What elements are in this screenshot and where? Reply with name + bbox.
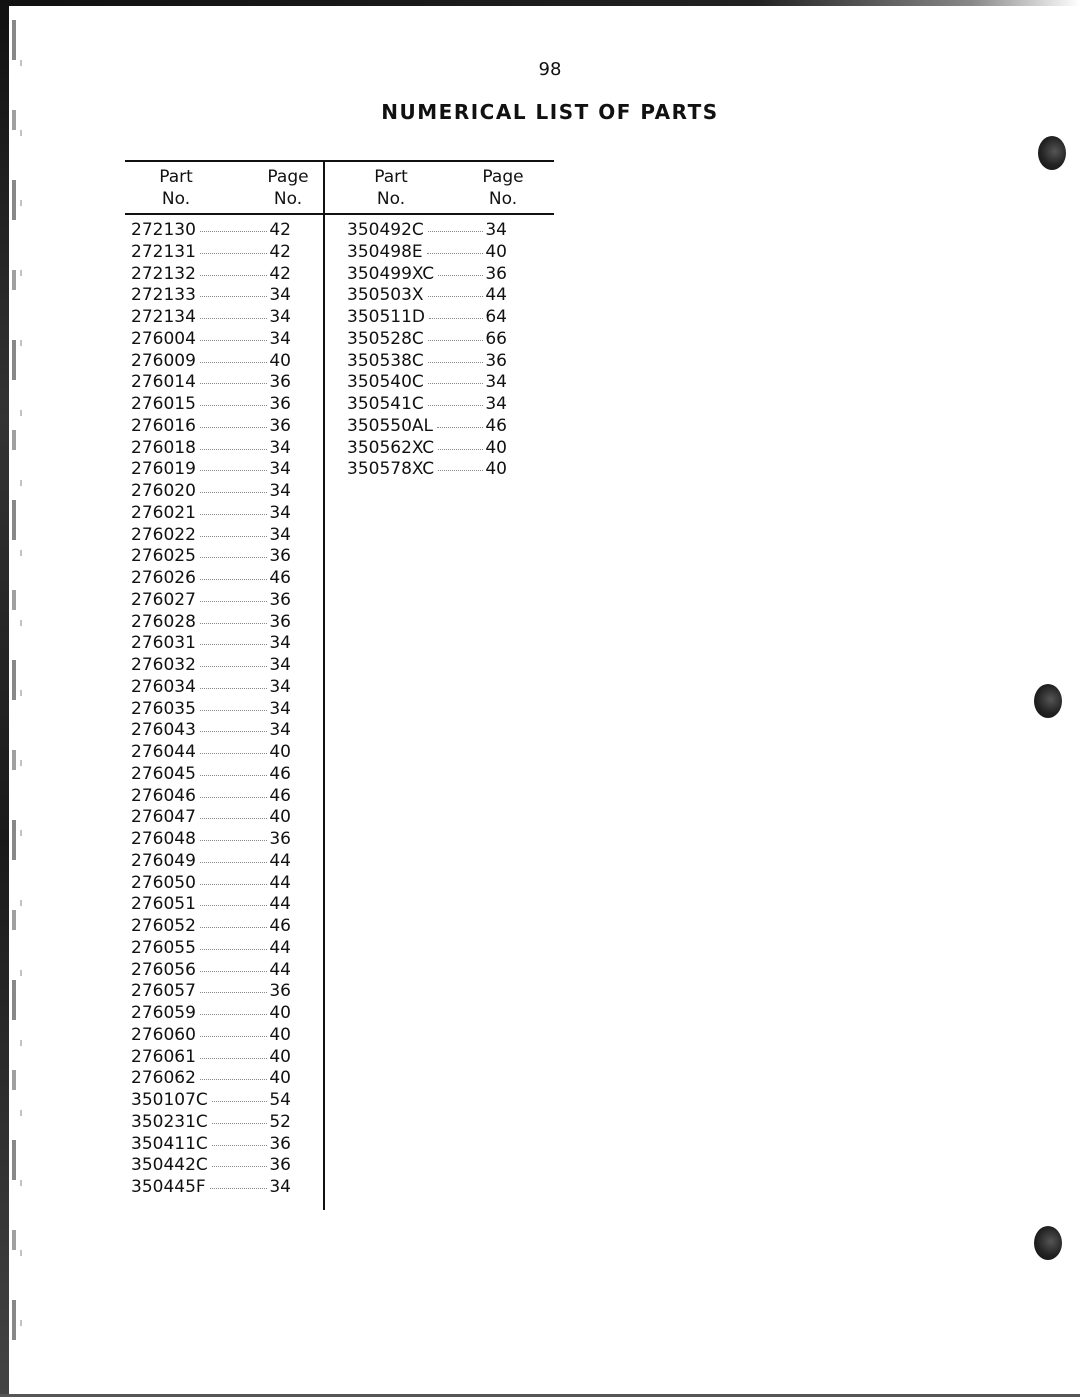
parts-list-row	[131, 894, 291, 916]
page-reference: 40	[269, 1003, 291, 1023]
page-reference: 44	[269, 937, 291, 958]
dot-leader	[200, 470, 267, 471]
parts-list-row	[347, 242, 507, 264]
page-reference: 34	[269, 437, 291, 458]
dot-leader	[212, 1123, 268, 1124]
page-reference: 36	[269, 372, 291, 393]
page-reference: 46	[269, 568, 291, 588]
parts-list-row	[131, 807, 291, 829]
parts-list-row	[131, 742, 291, 764]
dot-leader	[428, 231, 484, 232]
page-reference: 36	[269, 1155, 291, 1176]
parts-list-row	[131, 416, 291, 438]
parts-list-row	[131, 285, 291, 307]
page-number: 98	[538, 59, 562, 80]
dot-leader	[200, 1036, 267, 1037]
page-reference: 42	[269, 263, 291, 284]
part-number: 350445F	[131, 1177, 206, 1197]
part-number: 276028	[131, 611, 196, 632]
parts-list-row	[131, 1025, 291, 1047]
part-number: 276050	[131, 872, 196, 893]
part-number: 276019	[131, 459, 196, 480]
page-reference: 36	[269, 589, 291, 610]
part-number: 276060	[131, 1024, 196, 1045]
dot-leader	[200, 1014, 267, 1015]
part-number: 350562XC	[347, 437, 435, 458]
dot-leader	[200, 884, 267, 885]
dot-leader	[200, 340, 267, 341]
binder-hole-bottom	[1034, 1226, 1062, 1260]
table-header-rule	[125, 213, 554, 215]
scan-edge-top	[0, 0, 1080, 6]
part-number: 276027	[131, 589, 196, 610]
part-number: 276043	[131, 720, 196, 741]
part-number: 276015	[131, 394, 196, 414]
page-reference: 34	[485, 394, 507, 414]
page-reference: 34	[269, 307, 291, 327]
part-number: 276051	[131, 894, 196, 915]
parts-list-row	[131, 655, 291, 677]
parts-list-row	[131, 438, 291, 460]
dot-leader	[212, 1145, 268, 1146]
page-reference: 42	[269, 241, 291, 262]
page-reference: 52	[269, 1111, 291, 1132]
part-number: 350538C	[347, 350, 424, 371]
page-reference: 34	[485, 220, 507, 240]
parts-list-row	[347, 394, 507, 416]
page-reference: 40	[485, 459, 507, 480]
part-number: 276061	[131, 1046, 196, 1067]
header-label: No.	[273, 189, 303, 209]
part-number: 276057	[131, 981, 196, 1002]
dot-leader	[200, 427, 267, 428]
dot-leader	[200, 383, 267, 384]
parts-list-row	[131, 459, 291, 481]
dot-leader	[427, 253, 484, 254]
parts-list-row	[347, 264, 507, 286]
parts-list-row	[131, 677, 291, 699]
table-column-divider	[323, 160, 325, 1210]
part-number: 272132	[131, 263, 196, 284]
parts-list-row	[347, 459, 507, 481]
part-number: 276025	[131, 546, 196, 567]
part-number: 350540C	[347, 372, 424, 393]
parts-list-row	[131, 1134, 291, 1156]
dot-leader	[200, 318, 267, 319]
table-top-rule	[125, 160, 554, 162]
page-reference: 44	[269, 872, 291, 893]
page-reference: 40	[269, 1046, 291, 1067]
dot-leader	[200, 1058, 267, 1059]
dot-leader	[200, 296, 267, 297]
page-reference: 34	[269, 328, 291, 349]
part-number: 350442C	[131, 1155, 208, 1176]
part-number: 350511D	[347, 307, 425, 327]
page-reference: 36	[269, 981, 291, 1002]
page-reference: 44	[269, 850, 291, 871]
dot-leader	[200, 362, 267, 363]
dot-leader	[200, 601, 267, 602]
part-number: 276049	[131, 850, 196, 871]
dot-leader	[200, 557, 267, 558]
parts-list-row	[131, 329, 291, 351]
page-reference: 34	[269, 502, 291, 523]
parts-list-row	[131, 916, 291, 938]
dot-leader	[200, 231, 267, 232]
dot-leader	[200, 492, 267, 493]
parts-list-row	[131, 546, 291, 568]
dot-leader	[200, 797, 267, 798]
parts-list-row	[131, 1047, 291, 1069]
page-reference: 34	[269, 676, 291, 697]
parts-list-row	[347, 307, 507, 329]
page-reference: 40	[485, 241, 507, 262]
parts-list-row	[131, 699, 291, 721]
dot-leader	[210, 1188, 268, 1189]
parts-list-row	[131, 590, 291, 612]
page-reference: 46	[269, 785, 291, 806]
parts-list-row	[131, 981, 291, 1003]
part-number: 350492C	[347, 220, 424, 240]
parts-list-row	[347, 372, 507, 394]
dot-leader	[428, 362, 484, 363]
parts-list-row	[131, 873, 291, 895]
dot-leader	[200, 927, 267, 928]
dot-leader	[200, 753, 267, 754]
page-title: NUMERICAL LIST OF PARTS	[381, 100, 719, 124]
part-number: 276044	[131, 742, 196, 762]
parts-list-row	[131, 525, 291, 547]
page-reference: 34	[269, 633, 291, 654]
part-number: 276026	[131, 568, 196, 588]
parts-list-row	[131, 1003, 291, 1025]
part-number: 350231C	[131, 1111, 208, 1132]
binder-hole-middle	[1034, 684, 1062, 718]
dot-leader	[200, 644, 267, 645]
header-label: No.	[488, 189, 518, 209]
parts-list-row	[131, 786, 291, 808]
page-reference: 44	[269, 894, 291, 915]
part-number: 276052	[131, 916, 196, 936]
part-number: 276014	[131, 372, 196, 393]
scan-binding-marks	[12, 20, 16, 1380]
part-number: 276020	[131, 481, 196, 501]
page-reference: 36	[269, 415, 291, 436]
dot-leader	[428, 340, 484, 341]
parts-list-row	[131, 1112, 291, 1134]
page-reference: 44	[485, 285, 507, 306]
dot-leader	[438, 275, 483, 276]
dot-leader	[200, 449, 267, 450]
part-number: 276055	[131, 937, 196, 958]
page-reference: 46	[269, 916, 291, 936]
part-number: 276056	[131, 959, 196, 980]
page-reference: 66	[485, 328, 507, 349]
part-number: 276016	[131, 415, 196, 436]
page-reference: 40	[269, 807, 291, 828]
left-part-header	[140, 166, 212, 210]
part-number: 272130	[131, 220, 196, 240]
parts-list-row	[131, 1090, 291, 1112]
page-reference: 34	[269, 459, 291, 480]
page-reference: 36	[269, 1133, 291, 1154]
part-number: 276031	[131, 633, 196, 654]
parts-list-row	[131, 503, 291, 525]
part-number: 350528C	[347, 328, 424, 349]
parts-list-row	[131, 481, 291, 503]
parts-list-row	[131, 1155, 291, 1177]
page-reference: 42	[269, 220, 291, 240]
page-reference: 34	[269, 524, 291, 545]
dot-leader	[212, 1101, 268, 1102]
parts-list-row	[131, 394, 291, 416]
dot-leader	[200, 579, 267, 580]
left-parts-list	[131, 220, 291, 1199]
page-reference: 34	[269, 698, 291, 719]
parts-list-row	[131, 851, 291, 873]
part-number: 272131	[131, 241, 196, 262]
dot-leader	[200, 514, 267, 515]
right-page-header	[467, 166, 539, 210]
page-reference: 34	[269, 720, 291, 741]
dot-leader	[200, 253, 267, 254]
part-number: 350411C	[131, 1133, 208, 1154]
part-number: 276004	[131, 328, 196, 349]
dot-leader	[428, 383, 484, 384]
part-number: 350498E	[347, 241, 423, 262]
dot-leader	[437, 427, 483, 428]
scan-binding-ticks	[20, 60, 22, 1360]
page-reference: 44	[269, 959, 291, 980]
parts-list-row	[347, 438, 507, 460]
header-label: Page	[267, 167, 309, 187]
page-reference: 40	[269, 1068, 291, 1089]
page-reference: 46	[269, 763, 291, 784]
parts-list-row	[347, 285, 507, 307]
page-reference: 36	[269, 394, 291, 414]
dot-leader	[428, 405, 484, 406]
header-label: No.	[376, 189, 406, 209]
parts-list-row	[131, 568, 291, 590]
dot-leader	[200, 623, 267, 624]
dot-leader	[200, 949, 267, 950]
right-part-header	[355, 166, 427, 210]
part-number: 350550AL	[347, 415, 433, 436]
parts-list-row	[131, 1068, 291, 1090]
dot-leader	[200, 862, 267, 863]
dot-leader	[200, 666, 267, 667]
dot-leader	[428, 296, 484, 297]
dot-leader	[200, 710, 267, 711]
page-reference: 34	[269, 285, 291, 306]
header-label: Page	[482, 167, 524, 187]
page-reference: 40	[269, 742, 291, 762]
dot-leader	[212, 1166, 268, 1167]
dot-leader	[200, 775, 267, 776]
parts-list-row	[131, 351, 291, 373]
parts-list-row	[347, 220, 507, 242]
dot-leader	[200, 1079, 267, 1080]
part-number: 350499XC	[347, 263, 435, 284]
parts-list-row	[131, 220, 291, 242]
dot-leader	[200, 971, 267, 972]
page-reference: 40	[485, 437, 507, 458]
part-number: 276018	[131, 437, 196, 458]
header-label: No.	[161, 189, 191, 209]
dot-leader	[200, 905, 267, 906]
page-reference: 40	[269, 350, 291, 371]
part-number: 276048	[131, 829, 196, 849]
dot-leader	[200, 536, 267, 537]
parts-list-row	[131, 633, 291, 655]
scan-edge-left	[0, 0, 9, 1397]
page-reference: 64	[485, 307, 507, 327]
part-number: 350578XC	[347, 459, 435, 480]
page-reference: 46	[485, 415, 507, 436]
parts-list-row	[131, 372, 291, 394]
page-reference: 40	[269, 1024, 291, 1045]
page-reference: 36	[485, 263, 507, 284]
part-number: 276059	[131, 1003, 196, 1023]
parts-list-row	[131, 960, 291, 982]
dot-leader	[200, 688, 267, 689]
header-label: Part	[374, 167, 408, 187]
parts-list-row	[347, 416, 507, 438]
header-label: Part	[159, 167, 193, 187]
dot-leader	[438, 470, 483, 471]
part-number: 276009	[131, 350, 196, 371]
parts-list-row	[131, 938, 291, 960]
parts-list-row	[131, 242, 291, 264]
dot-leader	[200, 992, 267, 993]
dot-leader	[200, 405, 267, 406]
page-reference: 36	[485, 350, 507, 371]
part-number: 350503X	[347, 285, 424, 306]
page-reference: 54	[269, 1090, 291, 1110]
page-reference: 34	[269, 481, 291, 501]
part-number: 276047	[131, 807, 196, 828]
dot-leader	[438, 449, 483, 450]
part-number: 276032	[131, 655, 196, 675]
part-number: 276034	[131, 676, 196, 697]
dot-leader	[200, 840, 267, 841]
parts-list-row	[131, 720, 291, 742]
part-number: 276045	[131, 763, 196, 784]
part-number: 276022	[131, 524, 196, 545]
part-number: 276046	[131, 785, 196, 806]
page-reference: 34	[269, 655, 291, 675]
parts-list-row	[347, 351, 507, 373]
parts-list-row	[347, 329, 507, 351]
part-number: 350541C	[347, 394, 424, 414]
binder-hole-top	[1038, 136, 1066, 170]
parts-list-row	[131, 829, 291, 851]
right-parts-list	[347, 220, 507, 481]
part-number: 276035	[131, 698, 196, 719]
page-reference: 34	[269, 1177, 291, 1197]
page-reference: 36	[269, 546, 291, 567]
part-number: 272133	[131, 285, 196, 306]
part-number: 272134	[131, 307, 196, 327]
part-number: 276021	[131, 502, 196, 523]
part-number: 276062	[131, 1068, 196, 1089]
page-reference: 36	[269, 829, 291, 849]
dot-leader	[200, 731, 267, 732]
left-page-header	[252, 166, 324, 210]
page-reference: 34	[485, 372, 507, 393]
part-number: 350107C	[131, 1090, 208, 1110]
parts-list-row	[131, 264, 291, 286]
parts-list-row	[131, 612, 291, 634]
dot-leader	[200, 275, 267, 276]
parts-list-row	[131, 307, 291, 329]
page-reference: 36	[269, 611, 291, 632]
parts-list-row	[131, 1177, 291, 1199]
dot-leader	[429, 318, 483, 319]
dot-leader	[200, 818, 267, 819]
parts-list-row	[131, 764, 291, 786]
